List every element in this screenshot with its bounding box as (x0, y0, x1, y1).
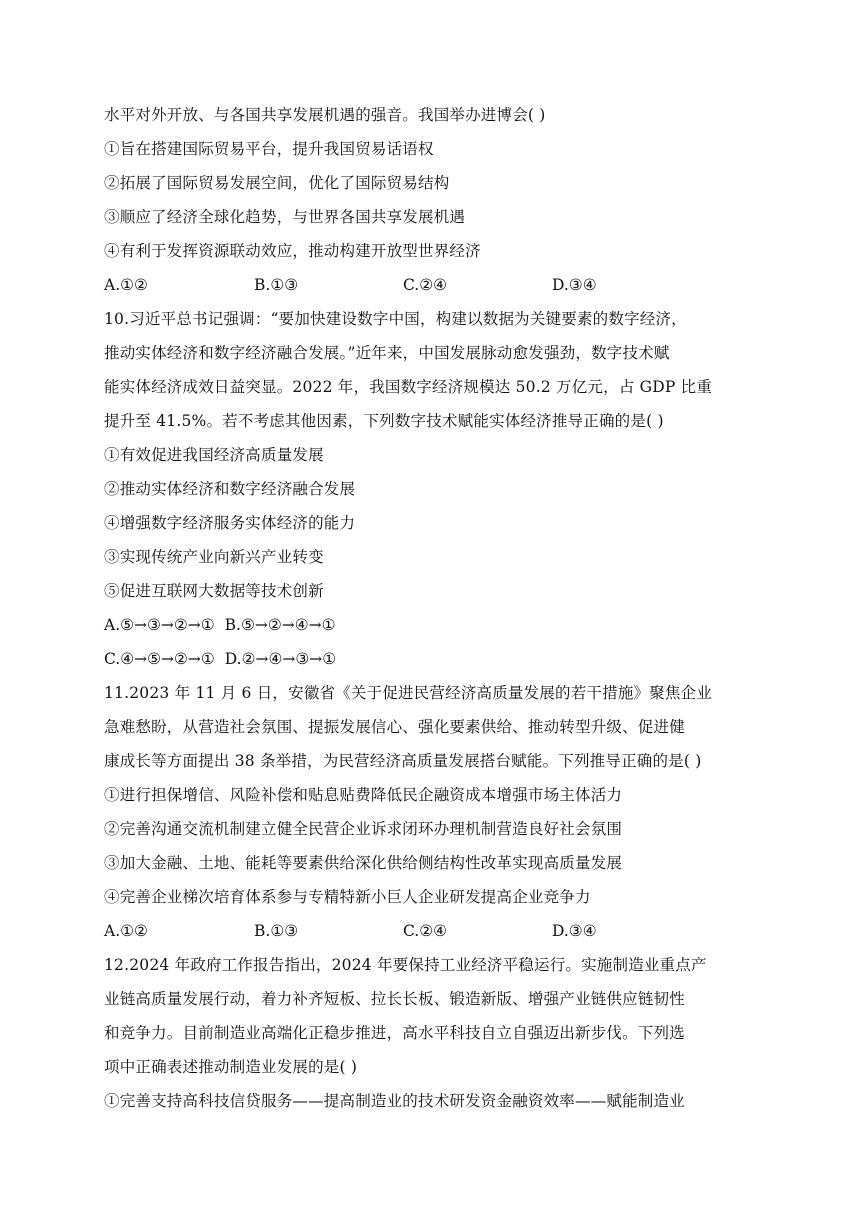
q10-option-a[interactable]: A.⑤→③→②→① (104, 616, 215, 634)
q10-statement-5: ⑤促进互联网大数据等技术创新 (104, 582, 324, 600)
q12-stem-line-2: 业链高质量发展行动，着力补齐短板、拉长长板、锻造新版、增强产业链供应链韧性 (104, 990, 685, 1008)
q12-stem-line-4: 项中正确表述推动制造业发展的是( ) (104, 1058, 358, 1076)
q10-stem-line-1: 10.习近平总书记强调：“要加快建设数字中国，构建以数据为关键要素的数字经济， (104, 310, 687, 328)
q9-statement-1: ①旨在搭建国际贸易平台，提升我国贸易话语权 (104, 140, 434, 158)
q10-options-row-1 (104, 615, 346, 635)
q11-option-b[interactable]: B.①③ (254, 922, 299, 940)
q11-option-c[interactable]: C.②④ (403, 922, 448, 940)
q10-options-row-2 (104, 649, 346, 669)
q11-options (104, 921, 764, 941)
q11-stem-line-1: 11.2023 年 11 月 6 日，安徽省《关于促进民营经济高质量发展的若干措施》聚焦企业 (104, 684, 713, 702)
q10-stem-line-2: 推动实体经济和数字经济融合发展。”近年来，中国发展脉动愈发强劲，数字技术赋 (104, 344, 670, 362)
q10-option-b[interactable]: B.⑤→②→④→① (224, 616, 336, 634)
q10-option-d[interactable]: D.②→④→③→① (224, 650, 337, 668)
q10-stem-line-4: 提升至 41.5%。若不考虑其他因素，下列数字技术赋能实体经济推导正确的是( ) (104, 412, 664, 430)
q11-statement-2: ②完善沟通交流机制建立健全民营企业诉求闭环办理机制营造良好社会氛围 (104, 820, 623, 838)
q9-stem-tail: 水平对外开放、与各国共享发展机遇的强音。我国举办进博会( ) (104, 106, 546, 124)
q11-option-a[interactable]: A.①② (104, 922, 148, 940)
q9-options (104, 275, 764, 295)
q11-statement-3: ③加大金融、土地、能耗等要素供给深化供给侧结构性改革实现高质量发展 (104, 854, 623, 872)
q9-option-d[interactable]: D.③④ (552, 276, 597, 294)
q9-option-a[interactable]: A.①② (104, 276, 148, 294)
q10-statement-2: ②推动实体经济和数字经济融合发展 (104, 480, 356, 498)
q11-stem-line-2: 急难愁盼，从营造社会氛围、提振发展信心、强化要素供给、推动转型升级、促进健 (104, 718, 685, 736)
q11-statement-4: ④完善企业梯次培育体系参与专精特新小巨人企业研发提高企业竞争力 (104, 888, 591, 906)
q12-stem-line-1: 12.2024 年政府工作报告指出，2024 年要保持工业经济平稳运行。实施制造业重点产 (104, 956, 707, 974)
q9-statement-4: ④有利于发挥资源联动效应，推动构建开放型世界经济 (104, 242, 481, 260)
q9-statement-3: ③顺应了经济全球化趋势，与世界各国共享发展机遇 (104, 208, 466, 226)
q11-option-d[interactable]: D.③④ (552, 922, 597, 940)
q10-stem-line-3: 能实体经济成效日益突显。2022 年，我国数字经济规模达 50.2 万亿元，占 GDP 比重 (104, 378, 713, 396)
q11-stem-line-3: 康成长等方面提出 38 条举措，为民营经济高质量发展搭台赋能。下列推导正确的是( ) (104, 752, 702, 770)
q10-option-c[interactable]: C.④→⑤→②→① (104, 650, 215, 668)
q9-option-c[interactable]: C.②④ (403, 276, 448, 294)
q12-statement-1: ①完善支持高科技信贷服务——提高制造业的技术研发资金融资效率——赋能制造业 (104, 1092, 685, 1110)
q10-statement-4: ④增强数字经济服务实体经济的能力 (104, 514, 356, 532)
q10-statement-3: ③实现传统产业向新兴产业转变 (104, 548, 324, 566)
q11-statement-1: ①进行担保增信、风险补偿和贴息贴费降低民企融资成本增强市场主体活力 (104, 786, 623, 804)
q12-stem-line-3: 和竞争力。目前制造业高端化正稳步推进，高水平科技自立自强迈出新步伐。下列选 (104, 1024, 685, 1042)
q9-option-b[interactable]: B.①③ (254, 276, 299, 294)
q9-statement-2: ②拓展了国际贸易发展空间，优化了国际贸易结构 (104, 174, 450, 192)
q10-statement-1: ①有效促进我国经济高质量发展 (104, 446, 324, 464)
